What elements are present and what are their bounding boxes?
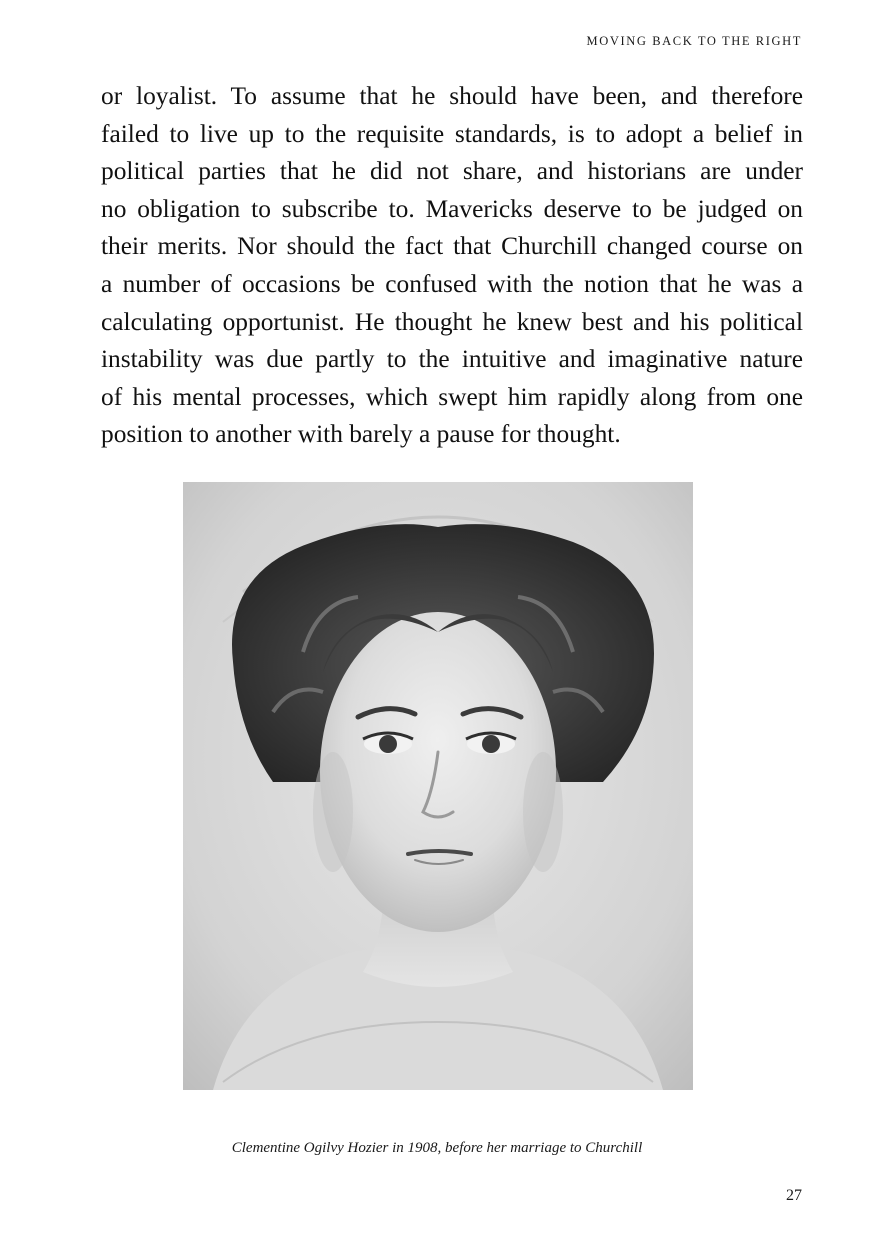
running-head: MOVING BACK TO THE RIGHT [586, 34, 802, 48]
body-line: or loyalist. To assume that he should have been, and therefore [101, 82, 803, 110]
photo-caption: Clementine Ogilvy Hozier in 1908, before her marriage to Churchill [231, 1140, 643, 1156]
body-line: a number of occasions be confused with the notion that he was a [101, 269, 803, 298]
page-number: 27 [786, 1187, 802, 1204]
body-line: of his mental processes, which swept him rapidly along from one [101, 382, 803, 411]
body-line: political parties that he did not share, and historians are under [101, 157, 803, 186]
body-line: their merits. Nor should the fact that Churchill changed course on [101, 232, 803, 261]
portrait-image [183, 482, 693, 1090]
body-line: failed to live up to the requisite standards, is to adopt a belief in [101, 119, 803, 148]
body-line: calculating opportunist. He thought he knew best and his political [101, 307, 803, 336]
portrait-photo [183, 482, 693, 1090]
body-paragraph [101, 78, 803, 454]
body-line: position to another with barely a pause for thought. [101, 420, 621, 449]
body-line: instability was due partly to the intuitive and imaginative nature [101, 345, 803, 374]
body-line: no obligation to subscribe to. Mavericks deserve to be judged on [101, 194, 803, 223]
